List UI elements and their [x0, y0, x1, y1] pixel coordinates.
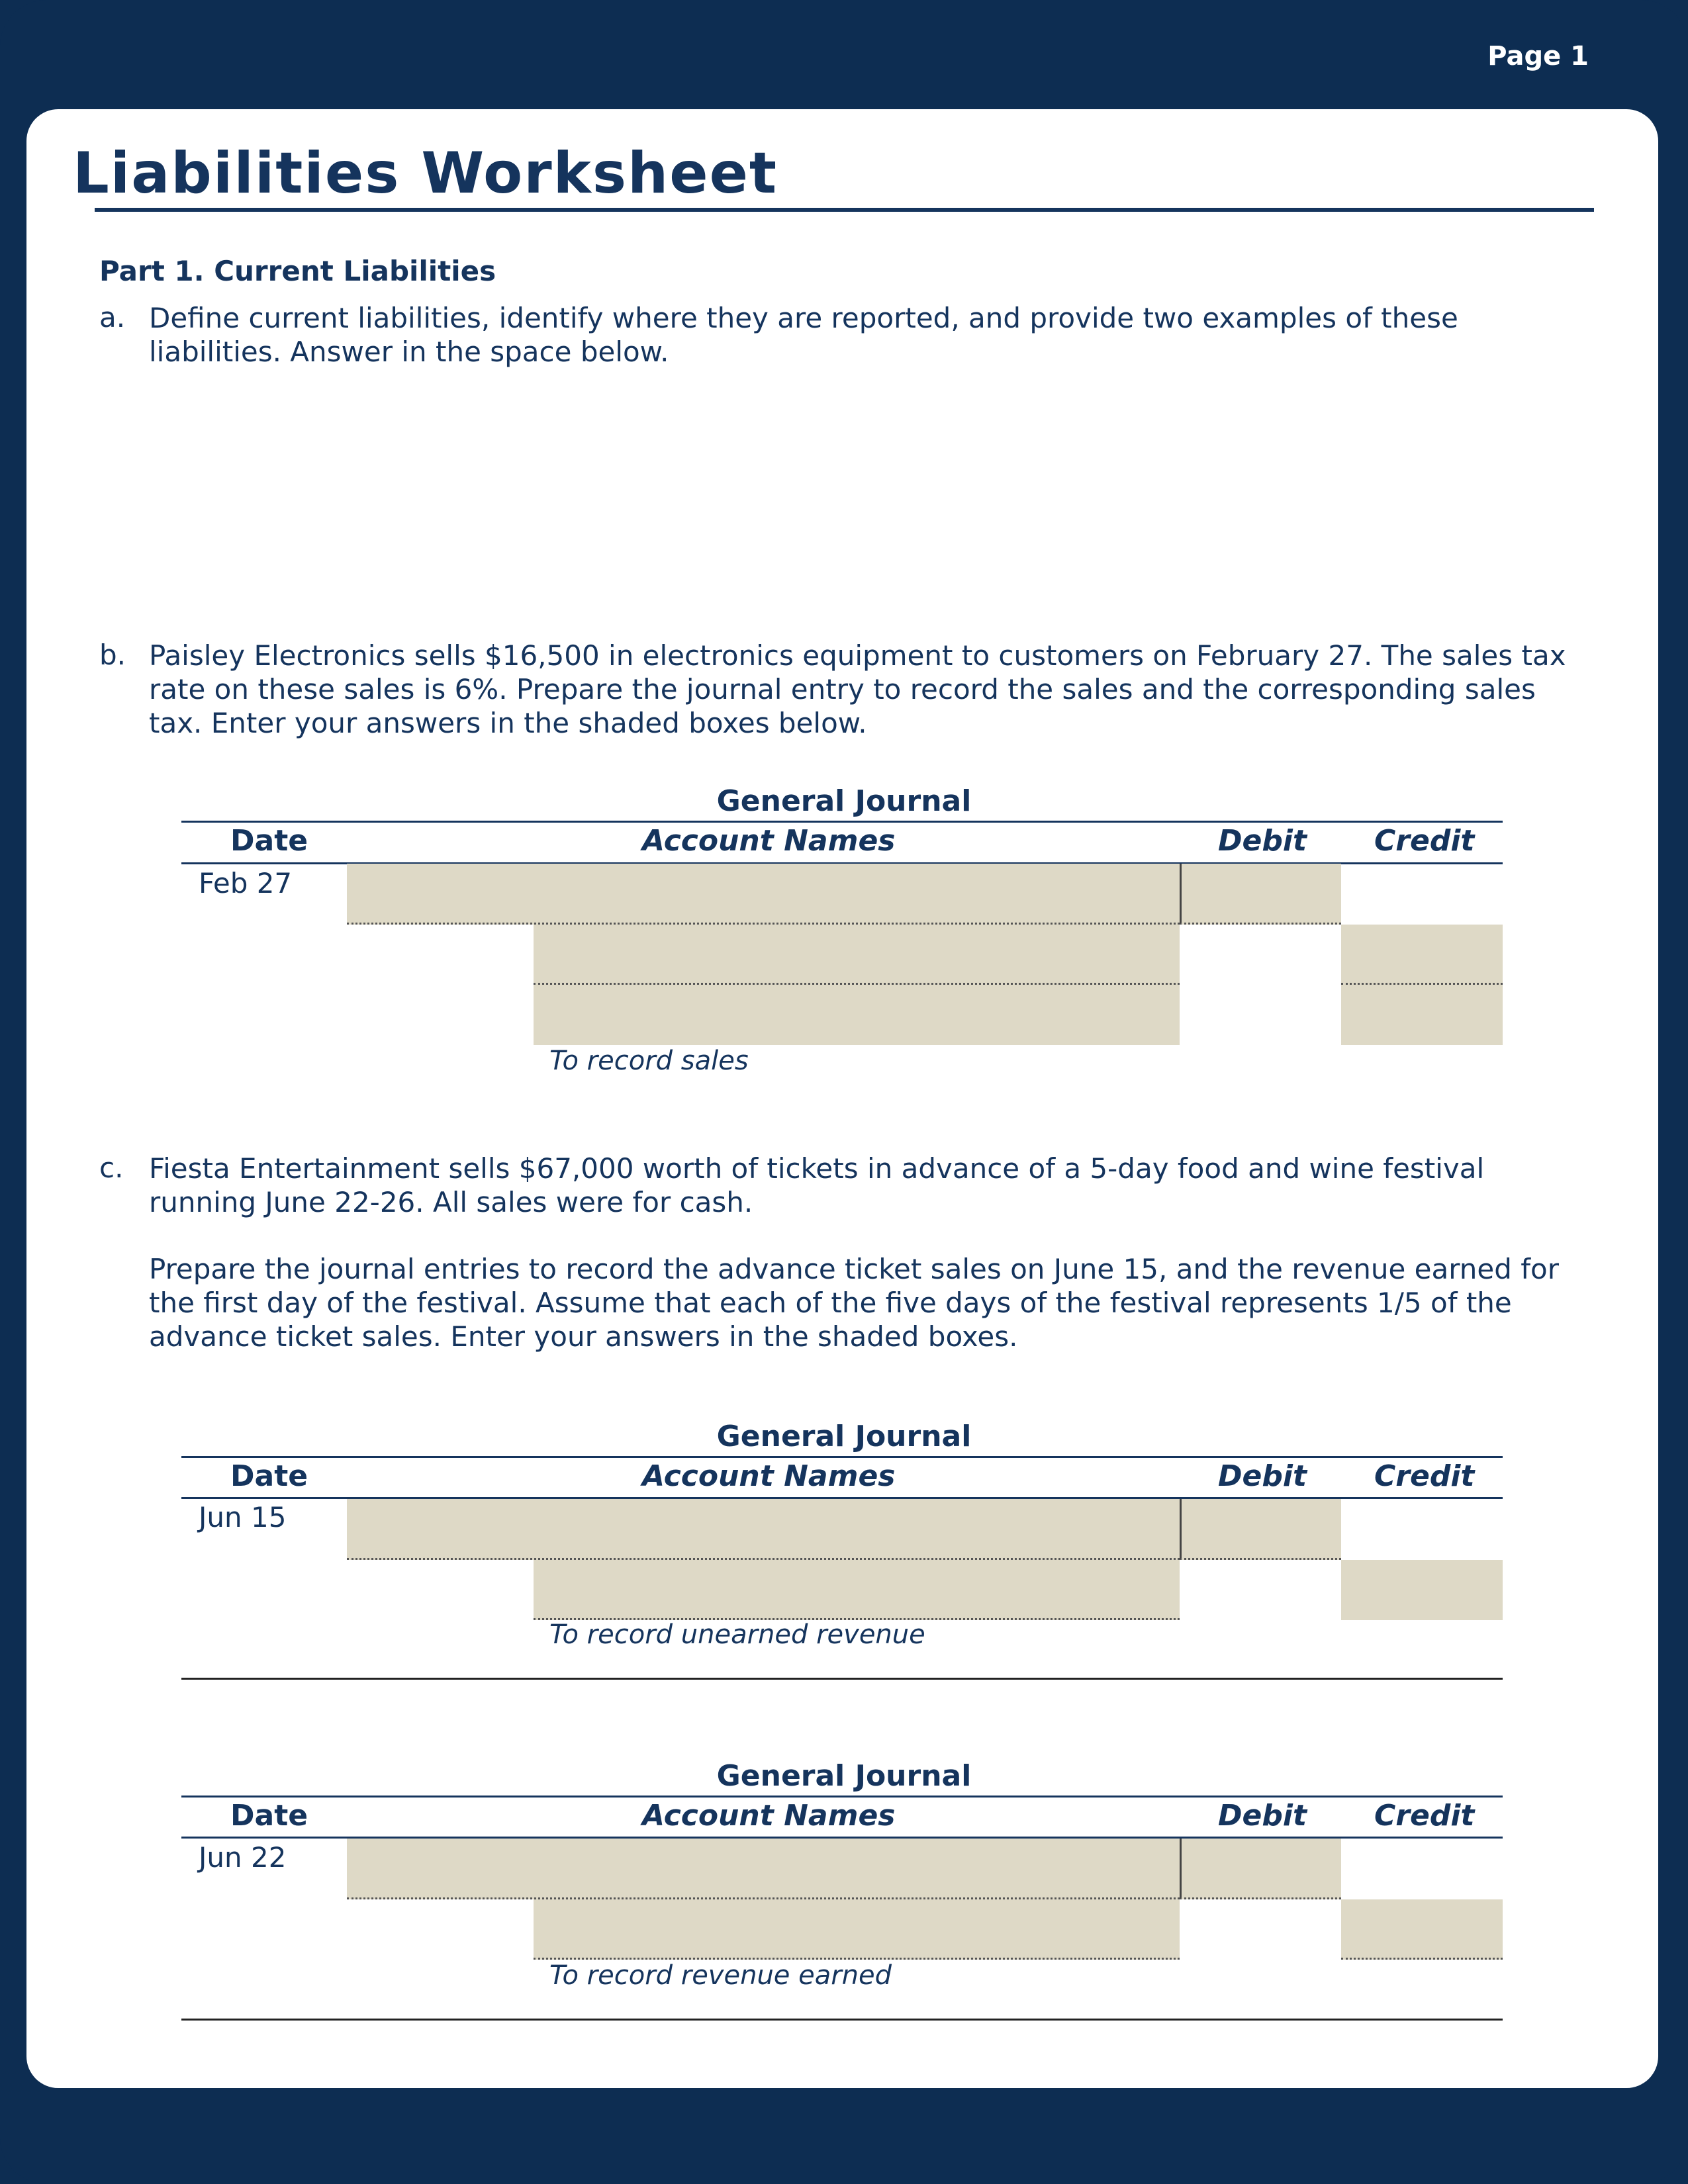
account-names-header: Account Names: [642, 1799, 896, 1833]
credit-header: Credit: [1374, 1459, 1475, 1493]
date-header: Date: [230, 1459, 308, 1493]
question-c-letter: c.: [99, 1152, 124, 1184]
question-b-text: Paisley Electronics sells $16,500 in electronics equipment to customers on February 27. The sales tax rate on these sales is 6%. Prepare the journal entry to record the sales and the corresponding sales tax. Enter your answers in the shaded boxes below.: [149, 639, 1566, 739]
page-number: Page 1: [1487, 41, 1589, 71]
credit-header: Credit: [1374, 1799, 1475, 1833]
credit-amount-input[interactable]: [1341, 1899, 1503, 1960]
credit-amount-input[interactable]: [1341, 1560, 1503, 1620]
journal-header-rule: [181, 821, 1503, 823]
question-c-instructions: Prepare the journal entries to record the advance ticket sales on June 15, and the revenue earned for the first day of the festival. Assume that each of the five days of the festival represents 1/5 of the advance ticket sales. Enter your answers in the shaded boxes.: [149, 1253, 1559, 1353]
account-input-credit-1[interactable]: [534, 925, 1180, 985]
journal-header-rule: [181, 1456, 1503, 1458]
entry-explanation: To record unearned revenue: [549, 1619, 925, 1650]
entry-explanation: To record revenue earned: [549, 1960, 892, 1991]
part-heading: Part 1. Current Liabilities: [99, 255, 496, 287]
date-header: Date: [230, 1799, 308, 1833]
account-names-header: Account Names: [642, 824, 896, 858]
question-b-letter: b.: [99, 639, 126, 671]
account-input-debit[interactable]: [347, 864, 1180, 925]
credit-header: Credit: [1374, 824, 1475, 858]
journal-end-rule: [181, 1678, 1503, 1680]
entry-date: Jun 15: [199, 1501, 287, 1533]
journal-title: General Journal: [716, 784, 972, 818]
date-header: Date: [230, 824, 308, 858]
account-input-debit[interactable]: [347, 1499, 1180, 1560]
journal-title: General Journal: [716, 1420, 972, 1453]
account-names-header: Account Names: [642, 1459, 896, 1493]
journal-end-rule: [181, 2019, 1503, 2021]
account-input-credit[interactable]: [534, 1899, 1180, 1960]
title-divider: [95, 208, 1594, 212]
question-a-letter: a.: [99, 301, 126, 334]
question-c-text: Fiesta Entertainment sells $67,000 worth of tickets in advance of a 5-day food and wine festival running June 22-26. All sales were for cash.: [149, 1152, 1485, 1218]
debit-amount-input[interactable]: [1180, 1839, 1341, 1899]
journal-header-rule: [181, 1796, 1503, 1797]
credit-amount-input-1[interactable]: [1341, 925, 1503, 985]
account-input-credit[interactable]: [534, 1560, 1180, 1620]
debit-header: Debit: [1218, 1459, 1307, 1493]
account-input-debit[interactable]: [347, 1839, 1180, 1899]
question-a-text: Define current liabilities, identify where they are reported, and provide two examples of these liabilities. Answer in the space below.: [149, 302, 1458, 368]
entry-date: Jun 22: [199, 1841, 287, 1874]
debit-amount-input[interactable]: [1180, 1499, 1341, 1560]
entry-explanation: To record sales: [549, 1046, 749, 1076]
page-title: Liabilities Worksheet: [73, 140, 778, 206]
debit-header: Debit: [1218, 824, 1307, 858]
debit-header: Debit: [1218, 1799, 1307, 1833]
debit-amount-input[interactable]: [1180, 864, 1341, 925]
answer-space-a[interactable]: [149, 384, 1585, 602]
account-input-credit-2[interactable]: [534, 985, 1180, 1045]
credit-amount-input-2[interactable]: [1341, 985, 1503, 1045]
entry-date: Feb 27: [199, 867, 293, 899]
journal-title: General Journal: [716, 1759, 972, 1793]
